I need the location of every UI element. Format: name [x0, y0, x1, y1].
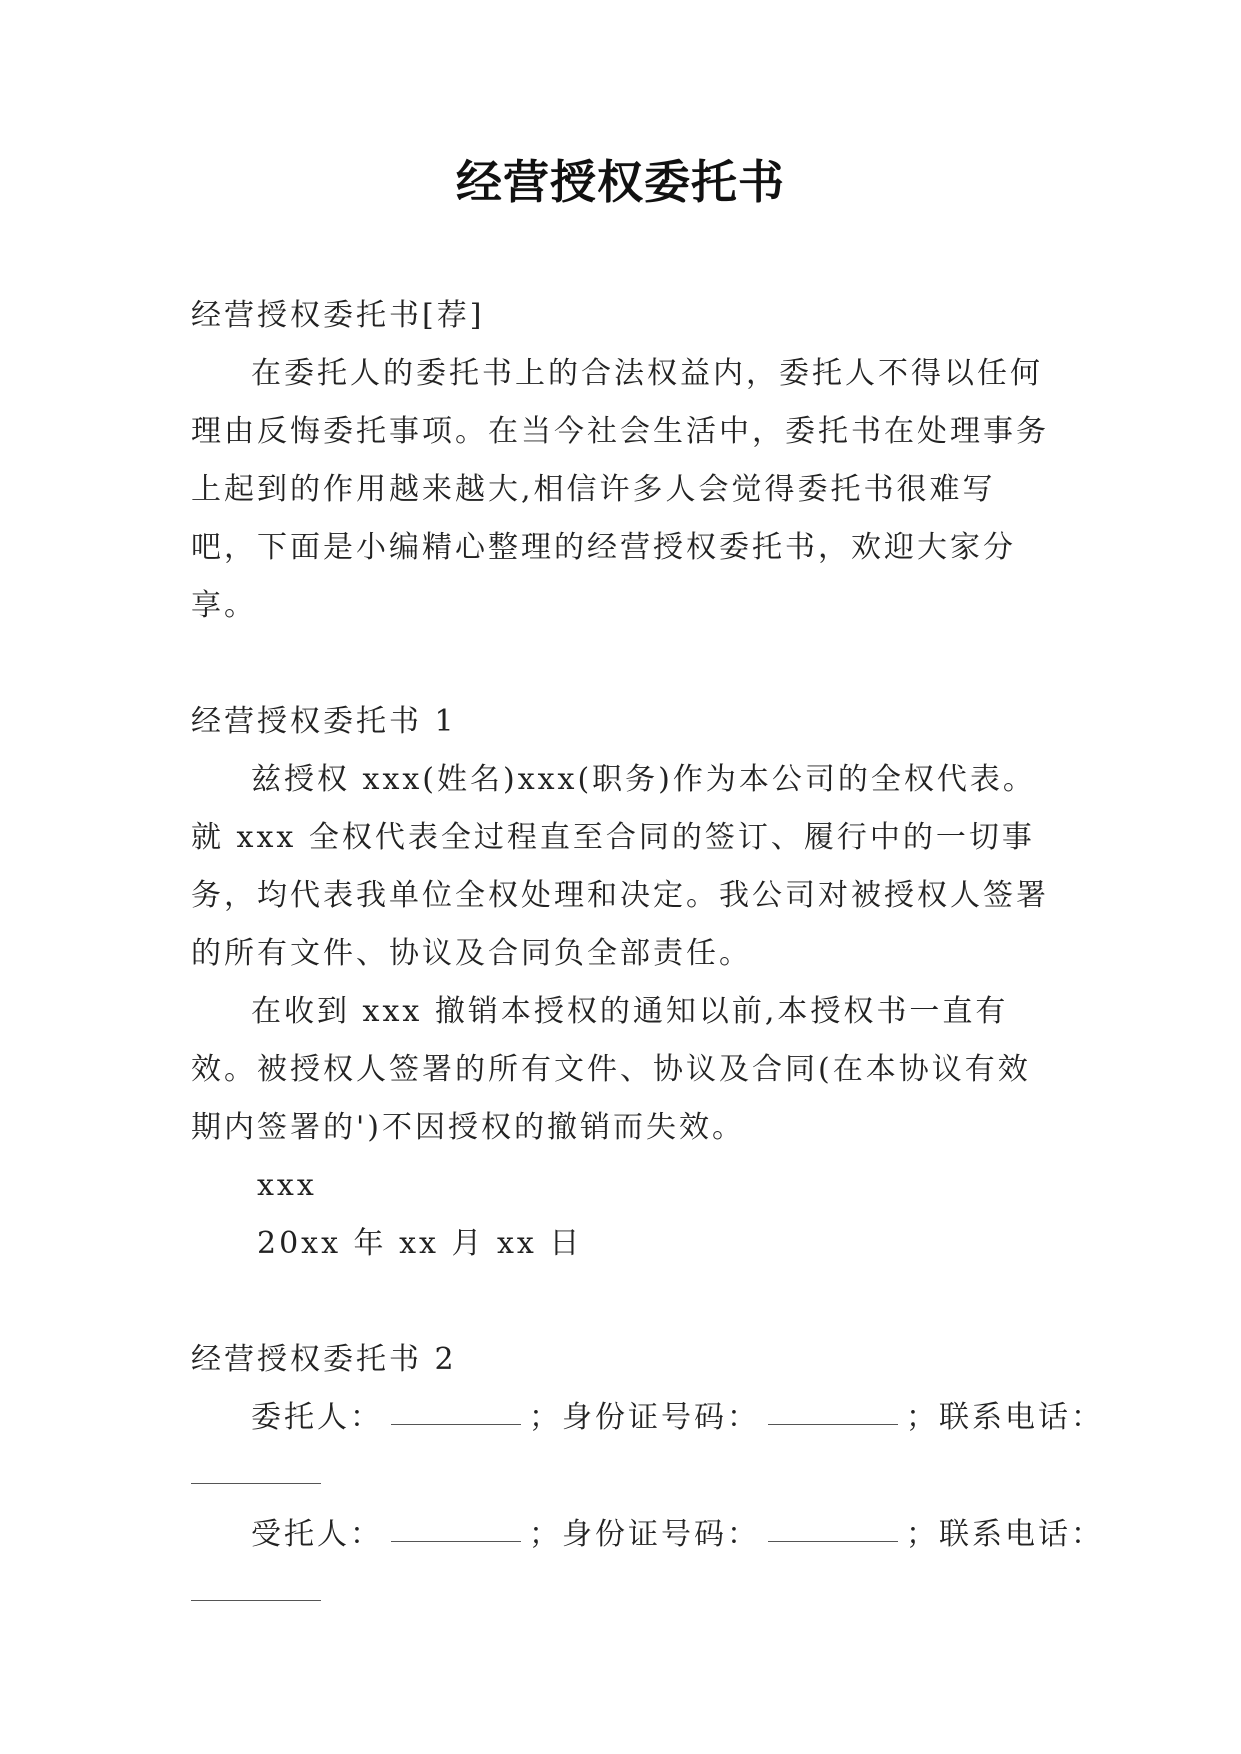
agent-phone-blank[interactable] [191, 1564, 321, 1601]
agent-id-blank[interactable] [768, 1540, 898, 1542]
signature-date: 20xx 年 xx 月 xx 日 [257, 1226, 583, 1261]
signature-name: xxx [257, 1168, 317, 1203]
principal-name-blank[interactable] [391, 1423, 521, 1425]
document-body [191, 287, 1104, 1623]
principal-line [191, 1389, 1104, 1447]
agent-id-label: ；身份证号码： [529, 1517, 760, 1552]
agent-line [191, 1506, 1104, 1564]
spacer [191, 1273, 1061, 1331]
principal-label: 委托人： [251, 1400, 383, 1435]
agent-label: 受托人： [251, 1517, 383, 1552]
agent-phone-label: ；联系电话： [906, 1517, 1104, 1552]
section1-heading: 经营授权委托书 1 [191, 704, 457, 739]
intro-heading: 经营授权委托书[荐] [191, 298, 485, 333]
section1-paragraph-2: 在收到 xxx 撤销本授权的通知以前,本授权书一直有效。被授权人签署的所有文件、协议及合同(在本协议有效期内签署的')不因授权的撤销而失效。 [191, 994, 1031, 1145]
principal-id-label: ；身份证号码： [529, 1400, 760, 1435]
principal-phone-label: ；联系电话： [906, 1400, 1104, 1435]
intro-paragraph: 在委托人的委托书上的合法权益内，委托人不得以任何理由反悔委托事项。在当今社会生活中，委托书在处理事务上起到的作用越来越大,相信许多人会觉得委托书很难写吧，下面是小编精心整理的经营授权委托书，欢迎大家分享。 [191, 356, 1049, 623]
document-title: 经营授权委托书 [456, 155, 785, 209]
principal-phone-blank[interactable] [191, 1447, 321, 1484]
section1-paragraph-1: 兹授权 xxx(姓名)xxx(职务)作为本公司的全权代表。就 xxx 全权代表全过程直至合同的签订、履行中的一切事务，均代表我单位全权处理和决定。我公司对被授权人签署的所有文件、协议及合同负全部责任。 [191, 762, 1049, 971]
spacer [191, 635, 1061, 693]
section2-heading: 经营授权委托书 2 [191, 1342, 457, 1377]
principal-id-blank[interactable] [768, 1423, 898, 1425]
agent-name-blank[interactable] [391, 1540, 521, 1542]
